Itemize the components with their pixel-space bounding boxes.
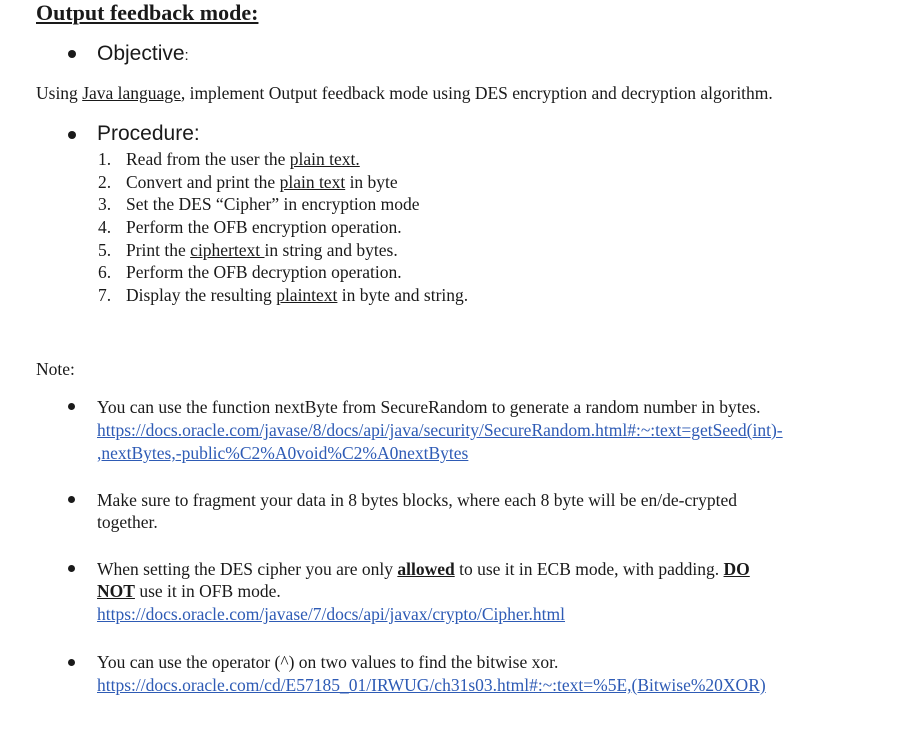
- procedure-step: [98, 148, 468, 171]
- step-text: in byte: [345, 171, 398, 192]
- step-number: 4.: [98, 217, 112, 238]
- step-text: Perform the OFB encryption operation.: [126, 217, 402, 238]
- procedure-step: [98, 261, 468, 284]
- note-1-bullet-icon: [68, 403, 75, 410]
- step-number: 3.: [98, 194, 112, 215]
- procedure-bullet-icon: [68, 131, 76, 139]
- note-1-link-line1[interactable]: https://docs.oracle.com/javase/8/docs/api/java/security/SecureRandom.html#:~:text=getSeed(int)-: [97, 420, 783, 440]
- step-text: Set the DES “Cipher” in encryption mode: [126, 194, 420, 215]
- procedure-heading: Procedure:: [97, 122, 200, 145]
- note-3-line1: When setting the DES cipher you are only allowed to use it in ECB mode, with padding. DO: [97, 559, 750, 579]
- note-3-link[interactable]: https://docs.oracle.com/javase/7/docs/api/javax/crypto/Cipher.html: [97, 604, 566, 624]
- procedure-step: [98, 284, 468, 307]
- note-1-link-line2[interactable]: ,nextBytes,-public%C2%A0void%C2%A0nextBytes: [97, 443, 469, 463]
- step-text: plaintext: [276, 285, 338, 306]
- procedure-step: [98, 216, 468, 239]
- note-3-line2: NOT use it in OFB mode.: [97, 581, 281, 601]
- step-text: Read from the user the: [126, 149, 290, 169]
- step-number: 2.: [98, 171, 112, 192]
- step-number: 6.: [98, 262, 112, 283]
- objective-text: Using Java language, implement Output feedback mode using DES encryption and decryption algorithm.: [36, 83, 773, 103]
- step-text: ciphertext: [190, 239, 265, 260]
- note-2-line1: Make sure to fragment your data in 8 bytes blocks, where each 8 byte will be en/de-crypted: [97, 490, 737, 510]
- note-2-line2: together.: [97, 512, 158, 532]
- step-text: Convert and print the: [126, 171, 280, 192]
- step-text: Display the resulting: [126, 285, 277, 306]
- objective-bullet-icon: [68, 50, 76, 58]
- step-text: Print the: [126, 239, 191, 260]
- step-text: in string and bytes.: [264, 239, 398, 260]
- procedure-step: [98, 239, 468, 262]
- procedure-step: [98, 171, 468, 194]
- note-1-text: You can use the function nextByte from SecureRandom to generate a random number in bytes.: [97, 397, 761, 417]
- note-4-text: You can use the operator (^) on two values to find the bitwise xor.: [97, 652, 559, 672]
- step-text: in byte and string.: [337, 285, 469, 306]
- note-4-link[interactable]: https://docs.oracle.com/cd/E57185_01/IRWUG/ch31s03.html#:~:text=%5E,(Bitwise%20XOR): [97, 675, 766, 695]
- step-text: Perform the OFB decryption operation.: [126, 262, 402, 283]
- step-text: plain text.: [289, 149, 360, 169]
- page-title: Output feedback mode:: [36, 0, 259, 25]
- procedure-steps: [98, 148, 468, 307]
- note-4-bullet-icon: [68, 659, 75, 666]
- note-3-bullet-icon: [68, 565, 75, 572]
- step-number: 5.: [98, 239, 112, 260]
- note-label: Note:: [36, 359, 75, 379]
- step-text: plain text: [279, 171, 346, 192]
- procedure-step: [98, 193, 468, 216]
- step-number: 1.: [98, 149, 112, 169]
- note-2-bullet-icon: [68, 496, 75, 503]
- objective-heading: Objective:: [97, 42, 189, 65]
- step-number: 7.: [98, 285, 112, 306]
